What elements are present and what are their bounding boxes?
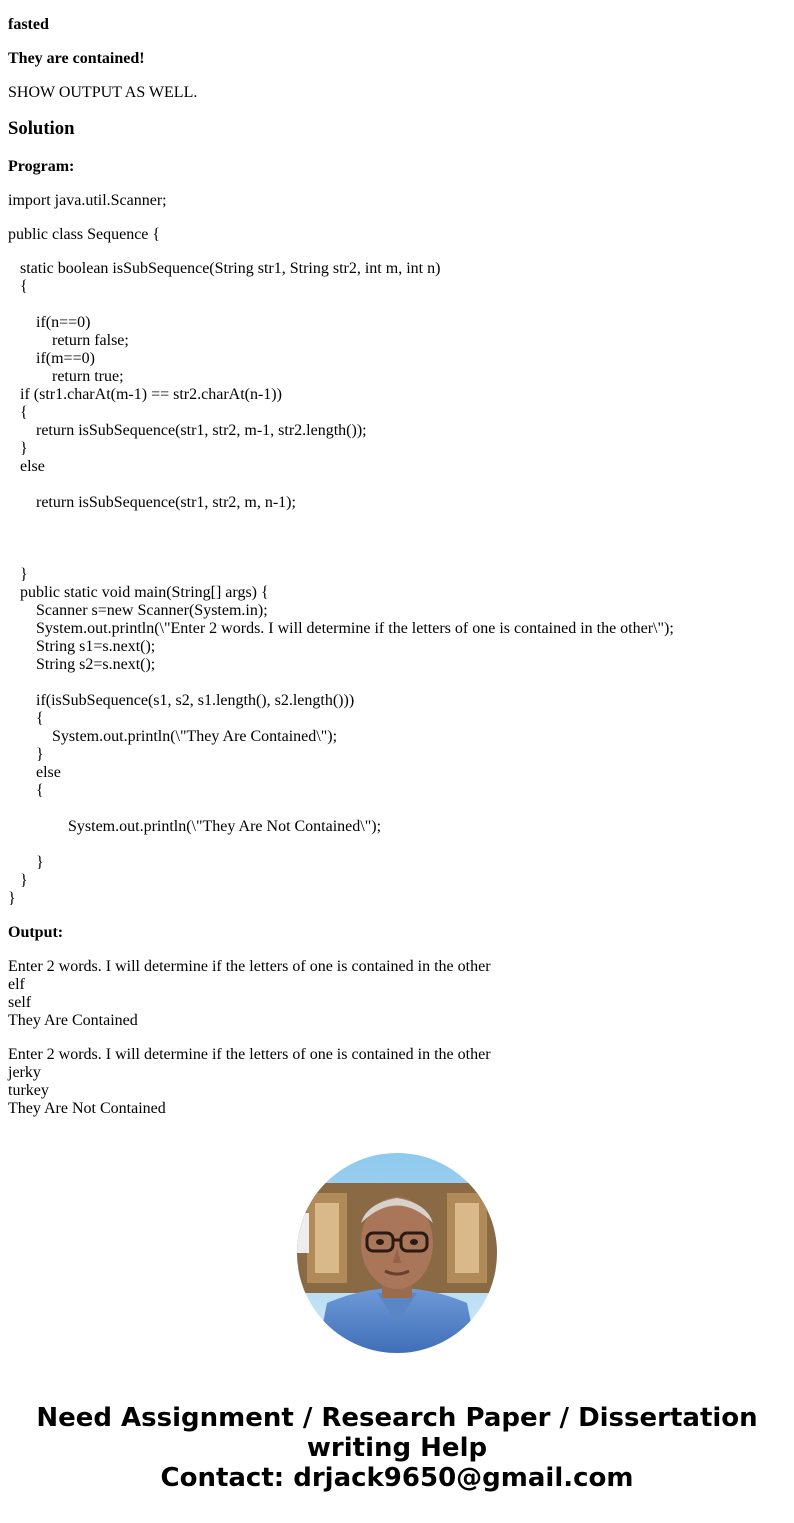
author-avatar (297, 1153, 497, 1353)
banner-line-1: Need Assignment / Research Paper / Dissertation (36, 1403, 758, 1433)
code-block (8, 260, 786, 908)
code-line: if(n==0) (8, 314, 91, 331)
code-line: public static void main(String[] args) { (8, 584, 269, 601)
output-line: Enter 2 words. I will determine if the letters of one is contained in the other (8, 958, 491, 975)
code-line: { (8, 278, 28, 295)
code-line: else (8, 458, 45, 475)
code-line: } (8, 440, 28, 457)
code-line: String s1=s.next(); (8, 638, 156, 655)
code-line: return isSubSequence(str1, str2, m, n-1); (8, 494, 296, 511)
solution-heading: Solution (8, 118, 75, 139)
code-line: if (str1.charAt(m-1) == str2.charAt(n-1)) (8, 386, 282, 403)
output-run-2 (8, 1046, 786, 1118)
banner-contact-email: Contact: drjack9650@gmail.com (160, 1463, 634, 1493)
code-line: } (8, 566, 28, 583)
code-line: return false; (8, 332, 129, 349)
instruction-text: SHOW OUTPUT AS WELL. (8, 84, 198, 101)
author-photo (297, 1153, 497, 1353)
output-run-1 (8, 958, 786, 1030)
code-line: if(m==0) (8, 350, 95, 367)
program-label: Program: (8, 158, 75, 175)
code-line: } (8, 854, 44, 871)
output-line: turkey (8, 1082, 49, 1099)
code-line: System.out.println(\"They Are Not Contained\"); (8, 818, 382, 835)
code-line: { (8, 404, 28, 421)
class-declaration-line: public class Sequence { (8, 226, 161, 243)
code-line (8, 296, 786, 314)
code-line (8, 476, 786, 494)
code-line: } (8, 890, 16, 907)
code-line: String s2=s.next(); (8, 656, 156, 673)
code-line: System.out.println(\"Enter 2 words. I will determine if the letters of one is contained in the other\"); (8, 620, 674, 637)
code-line (8, 530, 786, 548)
output-line: They Are Not Contained (8, 1100, 166, 1117)
output-label: Output: (8, 924, 64, 941)
code-line (8, 836, 786, 854)
output-line: They Are Contained (8, 1012, 138, 1029)
example-result-contained: They are contained! (8, 50, 145, 67)
output-line: self (8, 994, 32, 1011)
code-line: Scanner s=new Scanner(System.in); (8, 602, 268, 619)
article-content (8, 0, 786, 1134)
output-line: elf (8, 976, 25, 993)
banner-line-2: writing Help (306, 1433, 488, 1463)
code-line (8, 674, 786, 692)
import-line: import java.util.Scanner; (8, 192, 167, 209)
code-line (8, 512, 786, 530)
code-line: return isSubSequence(str1, str2, m-1, str2.length()); (8, 422, 367, 439)
code-line: { (8, 782, 44, 799)
code-line: if(isSubSequence(s1, s2, s1.length(), s2.length())) (8, 692, 355, 709)
code-line: static boolean isSubSequence(String str1, String str2, int m, int n) (8, 260, 441, 277)
code-line: else (8, 764, 61, 781)
example-word-fasted: fasted (8, 16, 49, 33)
code-line (8, 548, 786, 566)
code-line: return true; (8, 368, 124, 385)
code-line: } (8, 746, 44, 763)
code-line: System.out.println(\"They Are Contained\"); (8, 728, 338, 745)
code-line: { (8, 710, 44, 727)
code-line (8, 800, 786, 818)
output-line: Enter 2 words. I will determine if the letters of one is contained in the other (8, 1046, 491, 1063)
contact-banner (0, 1403, 794, 1493)
code-line: } (8, 872, 28, 889)
output-line: jerky (8, 1064, 41, 1081)
